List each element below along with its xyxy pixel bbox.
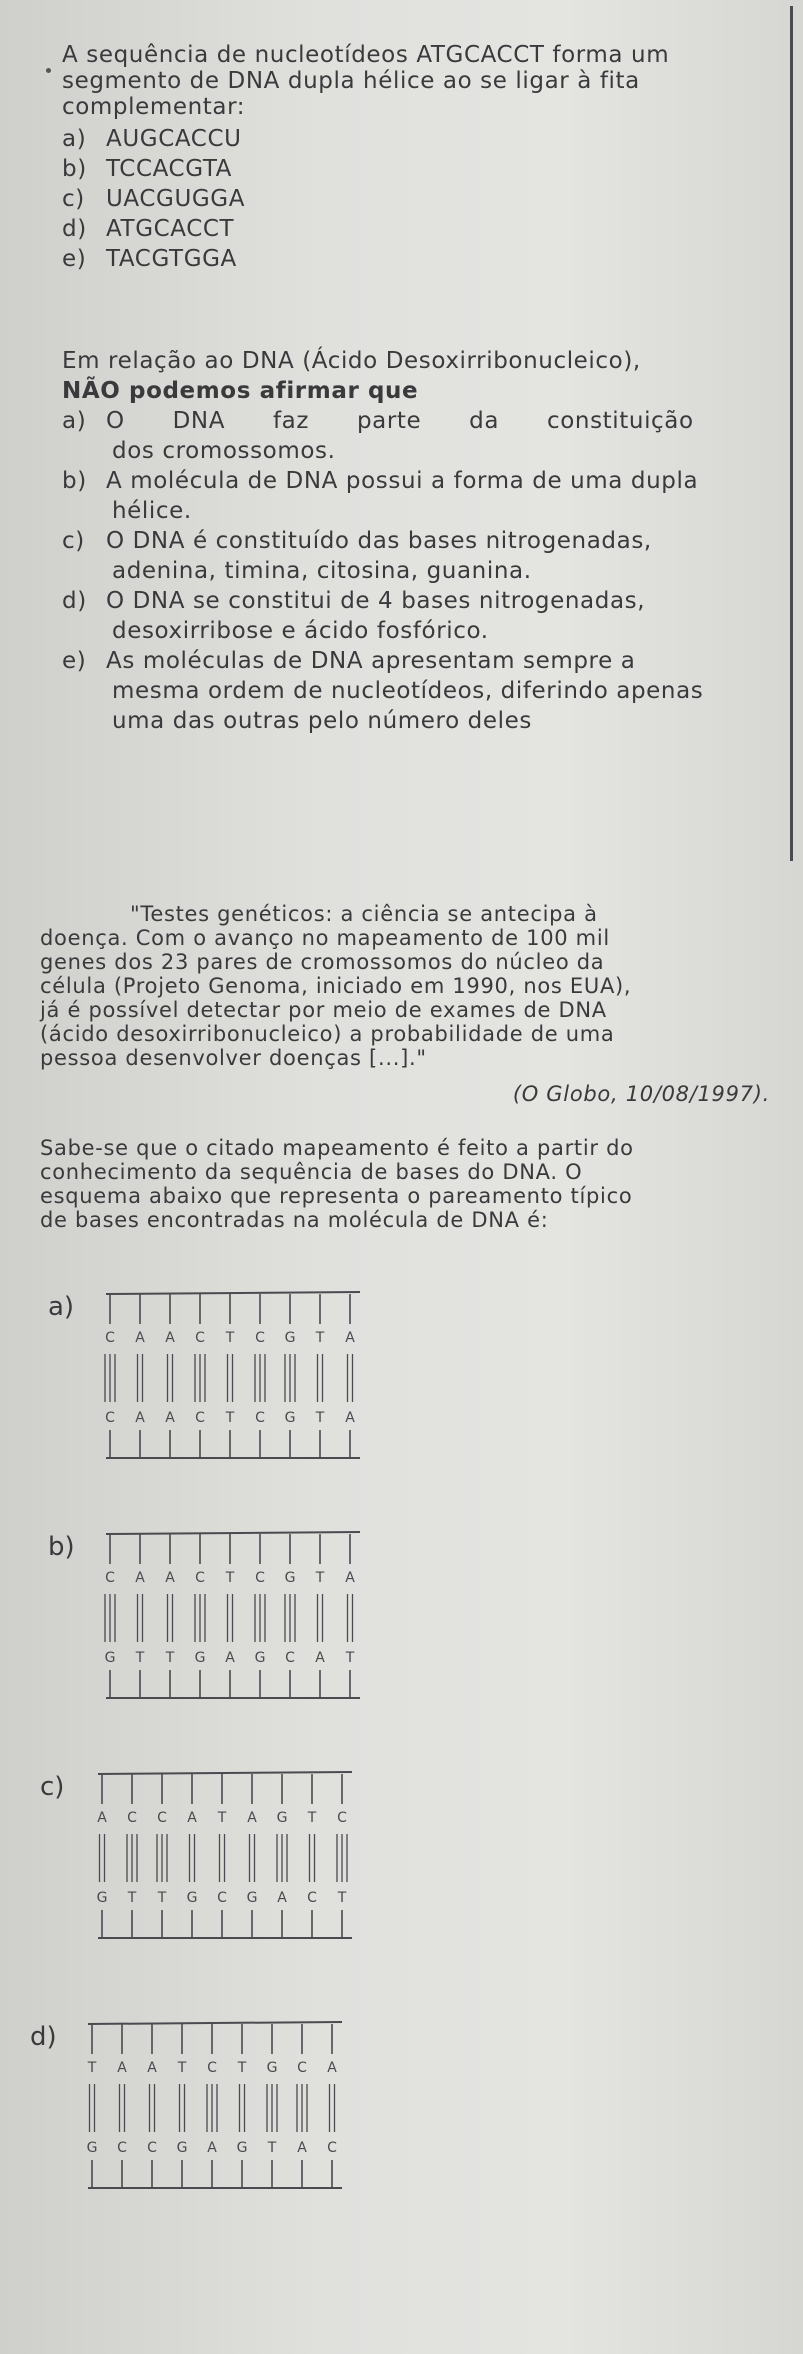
top-base-label: A: [147, 2060, 157, 2076]
bottom-base-label: T: [135, 1650, 145, 1666]
top-base-label: T: [87, 2060, 97, 2076]
top-base-label: A: [165, 1570, 175, 1586]
q1-option-b[interactable]: b) TCCACGTA: [62, 156, 233, 182]
top-base-label: A: [97, 1810, 107, 1826]
top-base-label: A: [327, 2060, 337, 2076]
bottom-base-label: C: [105, 1410, 115, 1426]
bottom-base-label: G: [186, 1890, 198, 1906]
q2-intro-1: Em relação ao DNA (Ácido Desoxirribonucleico),: [62, 348, 641, 374]
q2-option-b-line-2: hélice.: [112, 498, 192, 524]
bottom-base-label: C: [307, 1890, 317, 1906]
bottom-base-label: C: [255, 1410, 265, 1426]
top-base-label: T: [315, 1570, 325, 1586]
q1-option-e[interactable]: e) TACGTGGA: [62, 246, 237, 272]
top-base-label: T: [217, 1810, 227, 1826]
q2-option-b[interactable]: b) A molécula de DNA possui a forma de uma dupla: [62, 468, 699, 494]
dna-pairing-diagram-d: [30, 2010, 350, 2200]
question-2: [62, 346, 782, 736]
top-base-label: T: [225, 1330, 235, 1346]
bottom-base-label: T: [157, 1890, 167, 1906]
q1-option-c[interactable]: c) UACGUGGA: [62, 186, 246, 212]
prompt-line-1: Sabe-se que o citado mapeamento é feito a partir do: [40, 1136, 634, 1160]
top-base-label: A: [135, 1570, 145, 1586]
top-base-label: A: [135, 1330, 145, 1346]
question-1: [62, 42, 782, 274]
q2-option-e[interactable]: e) As moléculas de DNA apresentam sempre a: [62, 648, 636, 674]
quote-line-4: célula (Projeto Genoma, iniciado em 1990, nos EUA),: [40, 974, 632, 998]
bottom-base-label: A: [345, 1410, 355, 1426]
top-base-label: A: [345, 1330, 355, 1346]
bottom-base-label: T: [127, 1890, 137, 1906]
diagram-option-a[interactable]: a) C C A A A A C C T T C C G G T T A A: [48, 1280, 368, 1470]
bottom-base-label: C: [327, 2140, 337, 2156]
bottom-base-label: A: [207, 2140, 217, 2156]
bottom-base-label: T: [345, 1650, 355, 1666]
bottom-base-label: G: [236, 2140, 248, 2156]
top-base-label: G: [276, 1810, 288, 1826]
top-base-label: T: [315, 1330, 325, 1346]
bottom-base-label: C: [217, 1890, 227, 1906]
top-base-label: A: [187, 1810, 197, 1826]
bottom-base-label: A: [225, 1650, 235, 1666]
bottom-base-label: G: [194, 1650, 206, 1666]
bottom-base-label: G: [86, 2140, 98, 2156]
top-base-label: C: [105, 1570, 115, 1586]
quote-line-5: já é possível detectar por meio de exames de DNA: [40, 998, 607, 1022]
q1-line-2: segmento de DNA dupla hélice ao se ligar à fita: [62, 68, 640, 94]
top-base-label: A: [247, 1810, 257, 1826]
margin-line: [790, 6, 793, 861]
quote-source: (O Globo, 10/08/1997).: [512, 1082, 770, 1106]
top-base-label: G: [266, 2060, 278, 2076]
top-base-label: C: [337, 1810, 347, 1826]
q2-option-c[interactable]: c) O DNA é constituído das bases nitrogenadas,: [62, 528, 652, 554]
bottom-base-label: T: [337, 1890, 347, 1906]
bottom-base-label: C: [285, 1650, 295, 1666]
bottom-base-label: G: [104, 1650, 116, 1666]
dna-pairing-diagram-c: [40, 1760, 360, 1950]
top-base-label: C: [255, 1570, 265, 1586]
top-backbone: [98, 1772, 352, 1774]
q1-line-3: complementar:: [62, 94, 246, 120]
prompt-line-2: conhecimento da sequência de bases do DNA. O: [40, 1160, 583, 1184]
top-base-label: C: [255, 1330, 265, 1346]
bottom-base-label: A: [165, 1410, 175, 1426]
q1-line-1: A sequência de nucleotídeos ATGCACCT forma um: [62, 42, 670, 68]
diagram-option-b[interactable]: b) C G A T A T C G T A C G G C T A A T: [48, 1520, 368, 1710]
top-backbone: [88, 2022, 342, 2024]
top-base-label: C: [297, 2060, 307, 2076]
bottom-base-label: A: [135, 1410, 145, 1426]
top-base-label: C: [157, 1810, 167, 1826]
bottom-base-label: A: [297, 2140, 307, 2156]
top-base-label: C: [207, 2060, 217, 2076]
top-base-label: C: [105, 1330, 115, 1346]
top-base-label: G: [284, 1330, 296, 1346]
bottom-base-label: G: [176, 2140, 188, 2156]
bottom-base-label: G: [254, 1650, 266, 1666]
top-base-label: C: [127, 1810, 137, 1826]
diagram-option-d[interactable]: d) T G A C A C T G C A T G G T C A A C: [30, 2010, 350, 2200]
q2-option-d-line-2: desoxirribose e ácido fosfórico.: [112, 618, 489, 644]
quote-line-7: pessoa desenvolver doenças [...].": [40, 1046, 427, 1070]
q1-option-d[interactable]: d) ATGCACCT: [62, 216, 235, 242]
bottom-base-label: T: [165, 1650, 175, 1666]
bottom-base-label: G: [96, 1890, 108, 1906]
top-base-label: T: [177, 2060, 187, 2076]
bottom-base-label: A: [277, 1890, 287, 1906]
bottom-base-label: G: [284, 1410, 296, 1426]
dna-pairing-diagram-a: [48, 1280, 368, 1470]
top-base-label: T: [225, 1570, 235, 1586]
quote-line-6: (ácido desoxirribonucleico) a probabilidade de uma: [40, 1022, 615, 1046]
quote-line-3: genes dos 23 pares de cromossomos do núcleo da: [40, 950, 605, 974]
q2-option-e-line-2: mesma ordem de nucleotídeos, diferindo apenas: [112, 678, 704, 704]
question-3: [40, 902, 780, 1232]
bottom-base-label: C: [147, 2140, 157, 2156]
top-base-label: T: [307, 1810, 317, 1826]
q2-option-e-line-3: uma das outras pelo número deles: [112, 708, 532, 734]
bottom-base-label: C: [117, 2140, 127, 2156]
q2-option-d[interactable]: d) O DNA se constitui de 4 bases nitrogenadas,: [62, 588, 646, 614]
bottom-base-label: C: [195, 1410, 205, 1426]
top-base-label: T: [237, 2060, 247, 2076]
top-base-label: A: [345, 1570, 355, 1586]
bottom-base-label: A: [315, 1650, 325, 1666]
q1-option-a[interactable]: a) AUGCACCU: [62, 126, 242, 152]
bullet-dot: [46, 68, 51, 73]
quote-line-2: doença. Com o avanço no mapeamento de 100 mil: [40, 926, 610, 950]
bottom-base-label: G: [246, 1890, 258, 1906]
q2-option-c-line-2: adenina, timina, citosina, guanina.: [112, 558, 532, 584]
prompt-line-4: de bases encontradas na molécula de DNA é:: [40, 1208, 549, 1232]
quote-line-1: "Testes genéticos: a ciência se antecipa à: [130, 902, 598, 926]
top-backbone: [106, 1532, 360, 1534]
top-base-label: C: [195, 1570, 205, 1586]
top-base-label: C: [195, 1330, 205, 1346]
bottom-base-label: T: [267, 2140, 277, 2156]
q2-option-a[interactable]: a) O DNA faz parte da constituição: [62, 408, 694, 434]
q2-option-a-line-2: dos cromossomos.: [112, 438, 336, 464]
top-backbone: [106, 1292, 360, 1294]
diagram-option-c[interactable]: c) A G C T C T A G T C A G G A T C C T: [40, 1760, 360, 1950]
top-base-label: A: [165, 1330, 175, 1346]
top-base-label: G: [284, 1570, 296, 1586]
bottom-base-label: T: [315, 1410, 325, 1426]
top-base-label: A: [117, 2060, 127, 2076]
prompt-line-3: esquema abaixo que representa o pareamento típico: [40, 1184, 633, 1208]
q2-intro-2: NÃO podemos afirmar que: [62, 378, 419, 404]
bottom-base-label: T: [225, 1410, 235, 1426]
dna-pairing-diagram-b: [48, 1520, 368, 1710]
